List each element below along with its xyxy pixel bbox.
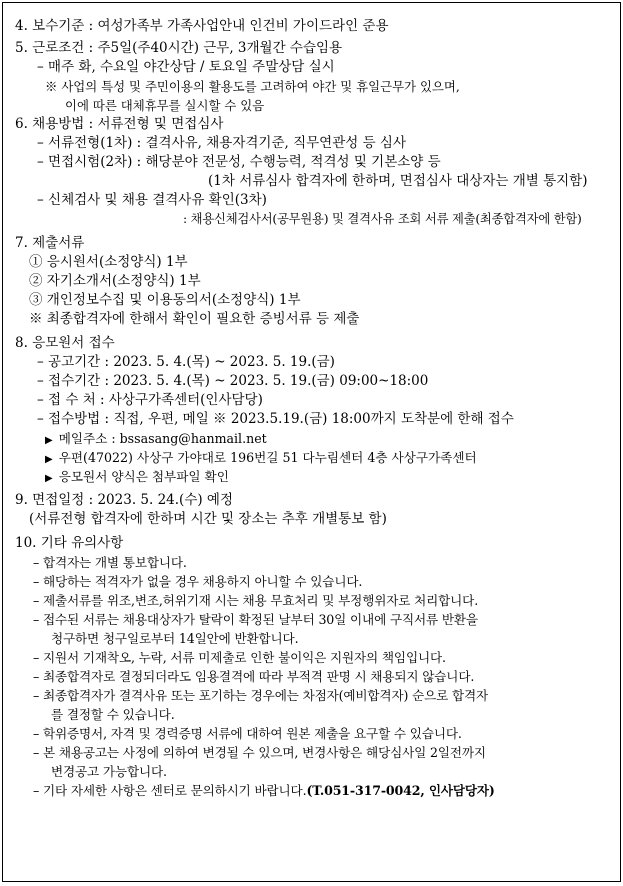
note-item: – 최종합격자가 결격사유 또는 포기하는 경우에는 차점자(예비합격자) 순으로 합격자 [33,688,489,703]
section-8-application: 8. 응모원서 접수 [15,335,115,351]
contact-line [15,781,612,800]
document-item-1: ① 응시원서(소정양식) 1부 [29,254,188,270]
note-item-continued: 청구하면 청구일로부터 14일안에 반환합니다. [51,631,299,646]
note-item: – 해당하는 적격자가 없을 경우 채용하지 아니할 수 있습니다. [33,574,363,589]
section-5-conditions: 5. 근로조건 : 주5일(주40시간) 근무, 3개월간 수습임용 [15,40,343,56]
night-weekend-counseling: – 매주 화, 수요일 야간상담 / 토요일 주말상담 실시 [37,59,335,75]
document-item-3: ③ 개인정보수집 및 이용동의서(소정양식) 1부 [29,292,301,308]
triangle-right-icon: ▶ [45,454,53,465]
section-4-salary: 4. 보수기준 : 여성가족부 가족사업안내 인건비 가이드라인 준용 [15,18,389,34]
interview-date-note: (서류전형 합격자에 한하며 시간 및 장소는 추후 개별통보 함) [29,511,387,527]
postal-address-line [15,448,612,467]
application-period: – 접수기간 : 2023. 5. 4.(목) ~ 2023. 5. 19.(금) 09:00~18:00 [37,373,429,389]
notice-period: – 공고기간 : 2023. 5. 4.(목) ~ 2023. 5. 19.(금) [37,354,335,370]
document-note: ※ 최종합격자에 한해서 확인이 필요한 증빙서류 등 제출 [29,311,360,327]
note-item: – 지원서 기재착오, 누락, 서류 미제출로 인한 불이익은 지원자의 책임입니다. [33,650,446,665]
note-item: – 접수된 서류는 채용대상자가 탈락이 확정된 날부터 30일 이내에 구직서류 반환을 [33,612,478,627]
application-method: – 접수방법 : 직접, 우편, 메일 ※ 2023.5.19.(금) 18:00까지 도착분에 한해 접수 [37,411,514,427]
note-item-continued: 변경공고 가능합니다. [51,764,167,779]
contact-phone: (T.051-317-0042, 인사담당자) [306,783,495,798]
contact-text: – 기타 자세한 사항은 센터로 문의하시기 바랍니다. [33,783,307,798]
triangle-right-icon: ▶ [45,435,53,446]
triangle-right-icon: ▶ [45,473,53,484]
note-item: – 합격자는 개별 통보합니다. [33,555,187,570]
job-posting-document [2,2,621,882]
section-6-hiring-method: 6. 채용방법 : 서류전형 및 면접심사 [15,116,224,132]
note-item: – 본 채용공고는 사정에 의하여 변경될 수 있으며, 변경사항은 해당심사일 2일전까지 [33,745,486,760]
interview-exam: – 면접시험(2차) : 해당분야 전문성, 수행능력, 적격성 및 기본소양 등 [37,154,441,170]
section-7-documents: 7. 제출서류 [15,235,85,251]
email-address[interactable]: 메일주소 : bssasang@hanmail.net [58,431,267,446]
document-screening: – 서류전형(1차) : 결격사유, 채용자격기준, 직무연관성 등 심사 [37,135,406,151]
form-attachment-note: 응모원서 양식은 첨부파일 확인 [58,469,229,484]
postal-address: 우편(47022) 사상구 가야대로 196번길 51 다누림센터 4층 사상구가족센터 [58,450,477,465]
note-item: – 학위증명서, 자격 및 경력증명 서류에 대하여 원본 제출을 요구할 수 있습니다. [33,726,462,741]
email-address-line [15,429,612,448]
note-holiday-work: ※ 사업의 특성 및 주민이용의 활용도를 고려하여 야간 및 휴일근무가 있으며, [45,79,460,94]
interview-exam-note: (1차 서류심사 합격자에 한하며, 면접심사 대상자는 개별 통지함) [208,173,588,189]
document-item-2: ② 자기소개서(소정양식) 1부 [29,273,201,289]
section-9-interview-date: 9. 면접일정 : 2023. 5. 24.(수) 예정 [15,492,233,508]
physical-exam-note: : 채용신체검사서(공무원용) 및 결격사유 조회 서류 제출(최종합격자에 한함) [183,212,582,226]
note-item: – 최종합격자로 결정되더라도 임용결격에 따라 부적격 판명 시 채용되지 않습니다. [33,669,475,684]
physical-exam: – 신체검사 및 채용 결격사유 확인(3차) [37,192,267,208]
application-office: – 접 수 처 : 사상구가족센터(인사담당) [37,392,263,408]
note-substitute-leave: 이에 따른 대체휴무를 실시할 수 있음 [65,98,265,113]
section-10-notes: 10. 기타 유의사항 [15,535,124,551]
form-attachment-line [15,467,612,486]
note-item-continued: 를 결정할 수 있습니다. [51,707,175,722]
note-item: – 제출서류를 위조,변조,허위기재 시는 채용 무효처리 및 부정행위자로 처리합니다. [33,593,479,608]
